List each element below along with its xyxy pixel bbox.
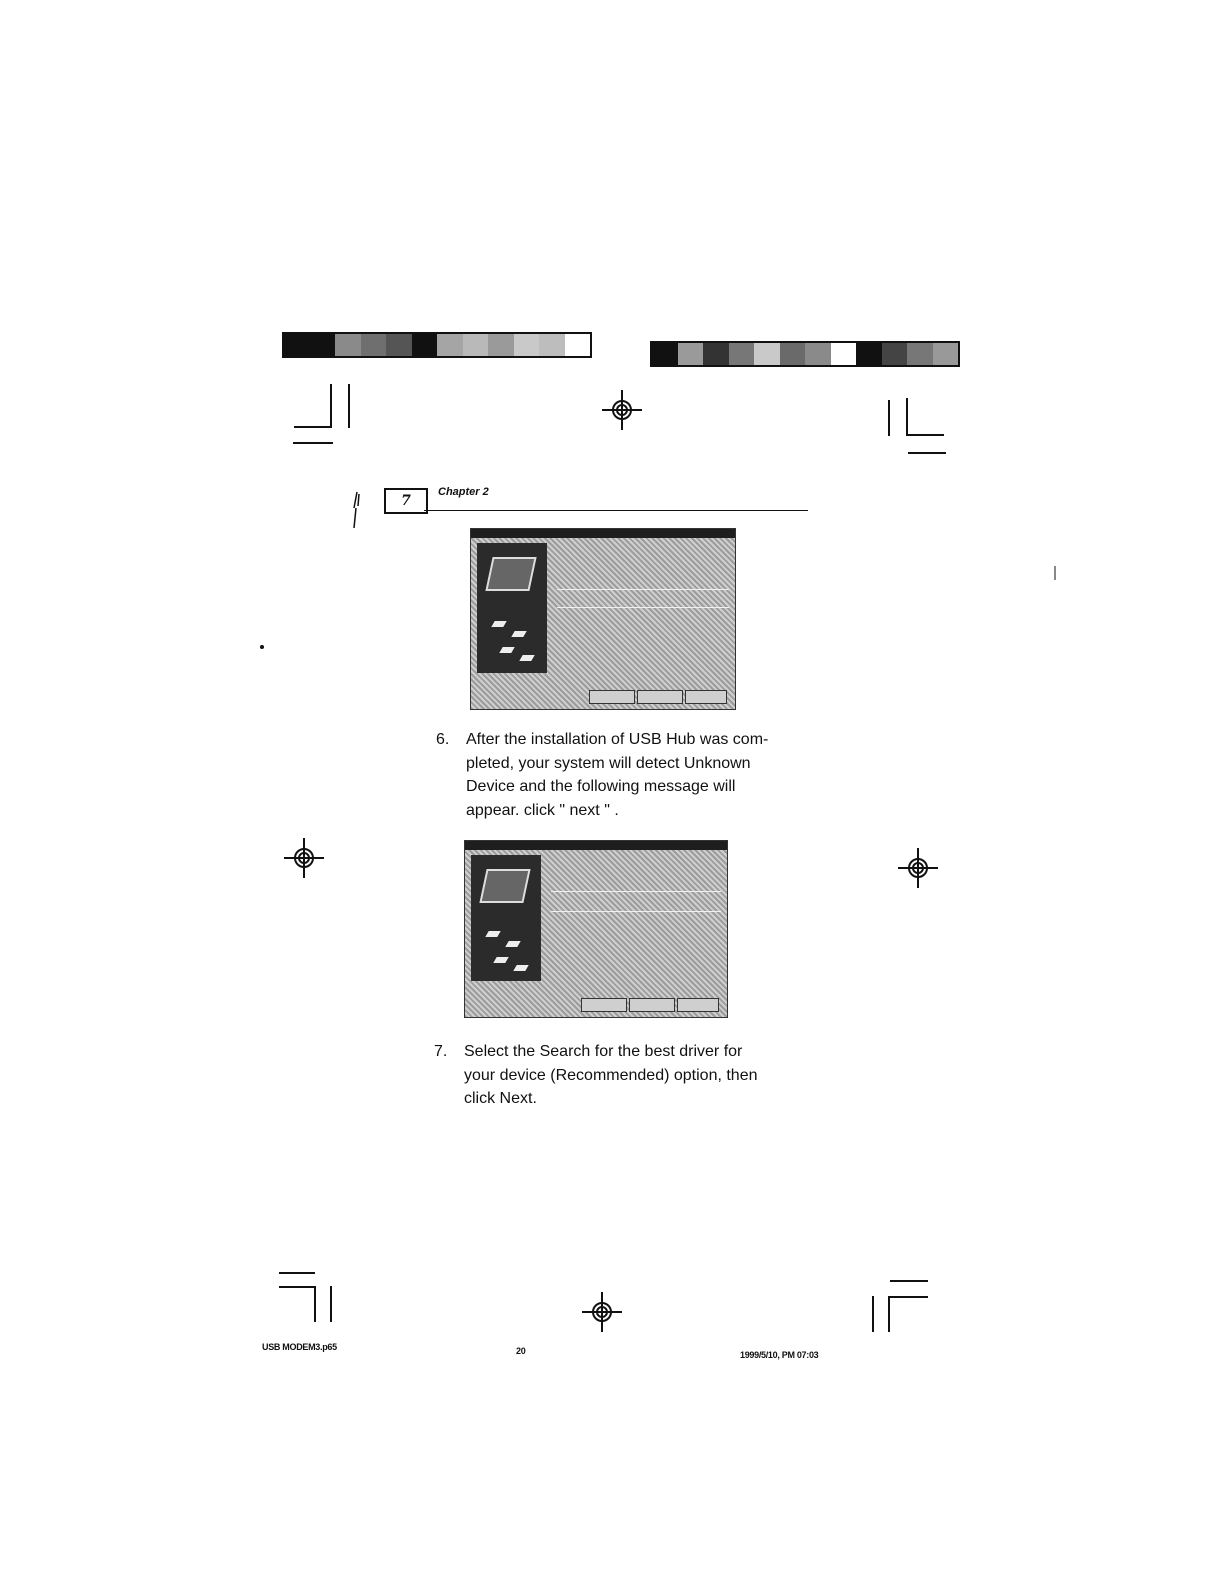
back-button[interactable]	[581, 998, 627, 1012]
footer-page-number: 20	[516, 1346, 526, 1356]
crop-mark	[888, 400, 890, 436]
chapter-title: Chapter 2	[438, 486, 489, 498]
computer-icon	[479, 869, 530, 903]
crop-mark	[330, 384, 332, 428]
crop-mark	[294, 426, 332, 428]
disk-icon	[493, 957, 508, 963]
chapter-rule	[424, 510, 808, 511]
crop-mark	[872, 1296, 874, 1332]
chapter-icon-box	[384, 488, 428, 514]
registration-mark-left	[284, 838, 324, 878]
crop-mark	[279, 1272, 315, 1274]
separator	[557, 607, 729, 608]
wizard-side-panel	[477, 543, 547, 673]
crop-mark	[293, 442, 333, 444]
disk-icon	[505, 941, 520, 947]
next-button[interactable]	[629, 998, 675, 1012]
scan-speck	[1054, 566, 1056, 580]
step-text: Select the Search for the best driver for your device (Recommended) option, then click Next.	[464, 1043, 758, 1107]
footer-timestamp: 1999/5/10, PM 07:03	[740, 1350, 819, 1360]
registration-mark-top	[602, 390, 642, 430]
registration-mark-bottom	[582, 1292, 622, 1332]
crop-mark	[888, 1296, 890, 1332]
window-titlebar	[471, 529, 735, 538]
crop-mark	[314, 1286, 316, 1322]
crop-mark	[330, 1286, 332, 1322]
separator	[551, 911, 721, 912]
footer-filename: USB MODEM3.p65	[262, 1342, 337, 1352]
disk-icon	[519, 655, 534, 661]
crop-mark	[906, 434, 944, 436]
disk-icon	[511, 631, 526, 637]
crop-mark	[279, 1286, 315, 1288]
scan-speck	[260, 645, 264, 649]
crop-mark	[348, 384, 350, 428]
disk-icon	[499, 647, 514, 653]
window-titlebar	[465, 841, 727, 850]
disk-icon	[513, 965, 528, 971]
crop-mark	[906, 398, 908, 436]
crop-mark	[890, 1296, 928, 1298]
disk-icon	[485, 931, 500, 937]
handwritten-mark	[350, 490, 362, 530]
wizard-screenshot-1	[470, 528, 736, 710]
step-text: After the installation of USB Hub was com- pleted, your system will detect Unknown Device and the following message will appear. click " next " .	[466, 731, 769, 819]
color-calibration-bar-left	[282, 332, 592, 358]
step-number: 7.	[434, 1043, 448, 1060]
crop-mark	[908, 452, 946, 454]
cancel-button[interactable]	[685, 690, 727, 704]
registration-mark-right	[898, 848, 938, 888]
computer-icon	[485, 557, 536, 591]
cancel-button[interactable]	[677, 998, 719, 1012]
separator	[557, 589, 729, 590]
separator	[551, 891, 721, 892]
hand-pointer-icon: 7	[401, 493, 411, 509]
next-button[interactable]	[637, 690, 683, 704]
step-number: 6.	[436, 731, 450, 748]
wizard-screenshot-2	[464, 840, 728, 1018]
disk-icon	[491, 621, 506, 627]
color-calibration-bar-right	[650, 341, 960, 367]
crop-mark	[890, 1280, 928, 1282]
wizard-side-panel	[471, 855, 541, 981]
back-button[interactable]	[589, 690, 635, 704]
